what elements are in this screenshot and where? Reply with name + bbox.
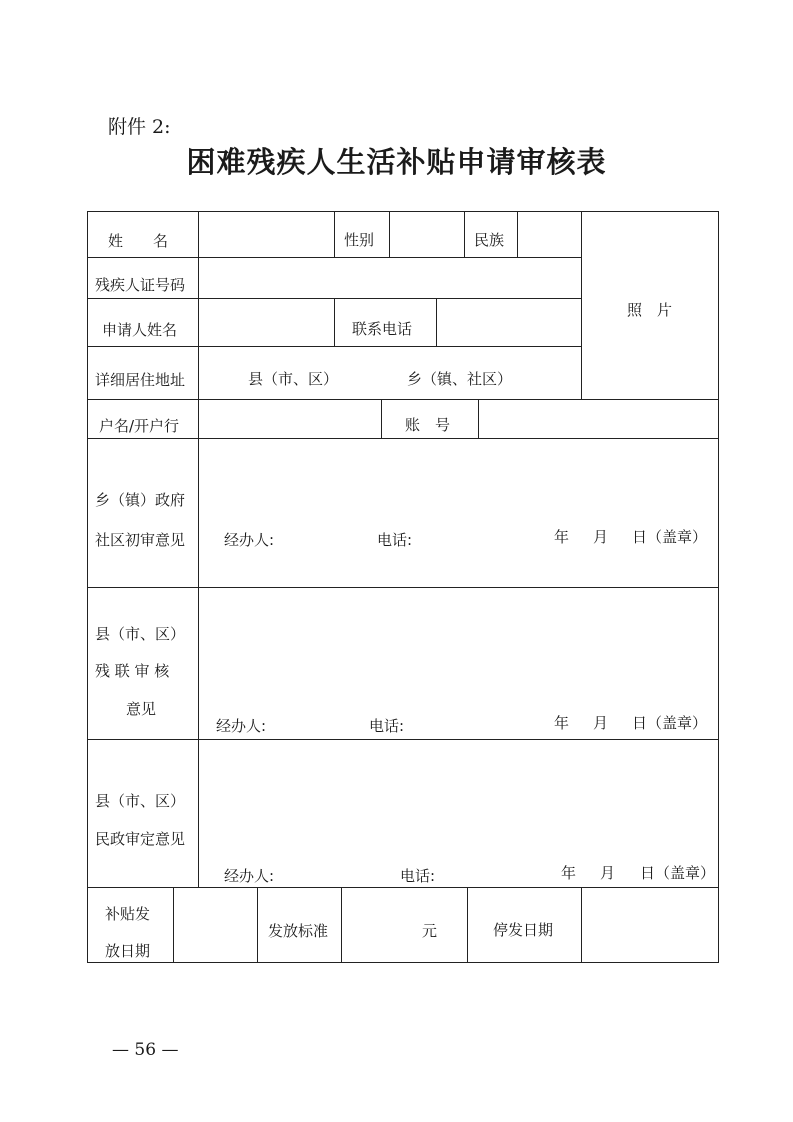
- table-line: [257, 887, 258, 963]
- disability-review-label-3: 意见: [126, 700, 157, 718]
- table-line: [718, 211, 719, 963]
- handler-label: 经办人:: [216, 717, 267, 735]
- tel-label: 电话:: [369, 717, 405, 735]
- month-label: 月: [593, 714, 609, 732]
- applicant-name-label: 申请人姓名: [102, 321, 178, 339]
- handler-label: 经办人:: [224, 867, 275, 885]
- stop-date-label: 停发日期: [493, 921, 554, 939]
- table-line: [341, 887, 342, 963]
- year-label: 年: [554, 714, 570, 732]
- civil-affairs-label-1: 县（市、区）: [95, 792, 186, 810]
- gender-label: 性别: [344, 231, 375, 249]
- yuan-label: 元: [422, 922, 438, 940]
- tel-label: 电话:: [400, 867, 436, 885]
- table-line: [198, 211, 199, 888]
- table-line: [87, 211, 88, 963]
- day-stamp-label: 日（盖章）: [632, 714, 708, 732]
- phone-label: 联系电话: [352, 320, 413, 338]
- table-line: [334, 211, 335, 258]
- month-label: 月: [600, 864, 616, 882]
- form-title: 困难残疾人生活补贴申请审核表: [186, 145, 607, 179]
- county-text: 县（市、区）: [248, 370, 339, 388]
- table-line: [464, 211, 465, 258]
- table-line: [334, 298, 335, 347]
- table-line: [87, 438, 719, 439]
- table-line: [389, 211, 390, 258]
- table-line: [581, 211, 582, 400]
- table-line: [517, 211, 518, 258]
- ethnicity-label: 民族: [474, 231, 505, 249]
- table-line: [87, 887, 719, 888]
- table-line: [478, 399, 479, 439]
- name-label: 姓 名: [108, 232, 169, 250]
- page-number: — 56 —: [112, 1040, 179, 1060]
- address-label: 详细居住地址: [95, 371, 186, 389]
- table-line: [87, 962, 719, 963]
- account-name-label: 户名/开户行: [99, 417, 180, 435]
- table-line: [87, 211, 719, 212]
- table-line: [87, 739, 719, 740]
- year-label: 年: [554, 528, 570, 546]
- disability-review-label-2: 残 联 审 核: [95, 662, 170, 680]
- id-number-label: 残疾人证号码: [95, 276, 186, 294]
- table-line: [436, 298, 437, 347]
- table-line: [581, 887, 582, 963]
- day-stamp-label: 日（盖章）: [640, 864, 716, 882]
- table-line: [87, 399, 719, 400]
- attachment-label: 附件 2:: [108, 116, 171, 138]
- account-number-label: 账 号: [405, 416, 451, 434]
- pay-date-label-2: 放日期: [105, 942, 151, 960]
- table-line: [87, 587, 719, 588]
- month-label: 月: [593, 528, 609, 546]
- township-text: 乡（镇、社区）: [407, 370, 513, 388]
- day-stamp-label: 日（盖章）: [632, 528, 708, 546]
- standard-label: 发放标准: [268, 922, 329, 940]
- pay-date-label-1: 补贴发: [105, 905, 151, 923]
- table-line: [467, 887, 468, 963]
- table-line: [173, 887, 174, 963]
- year-label: 年: [561, 864, 577, 882]
- tel-label: 电话:: [377, 531, 413, 549]
- township-review-label-1: 乡（镇）政府: [95, 491, 186, 509]
- civil-affairs-label-2: 民政审定意见: [95, 830, 186, 848]
- handler-label: 经办人:: [224, 531, 275, 549]
- disability-review-label-1: 县（市、区）: [95, 625, 186, 643]
- township-review-label-2: 社区初审意见: [95, 531, 186, 549]
- table-line: [381, 399, 382, 439]
- photo-label: 照 片: [627, 301, 673, 319]
